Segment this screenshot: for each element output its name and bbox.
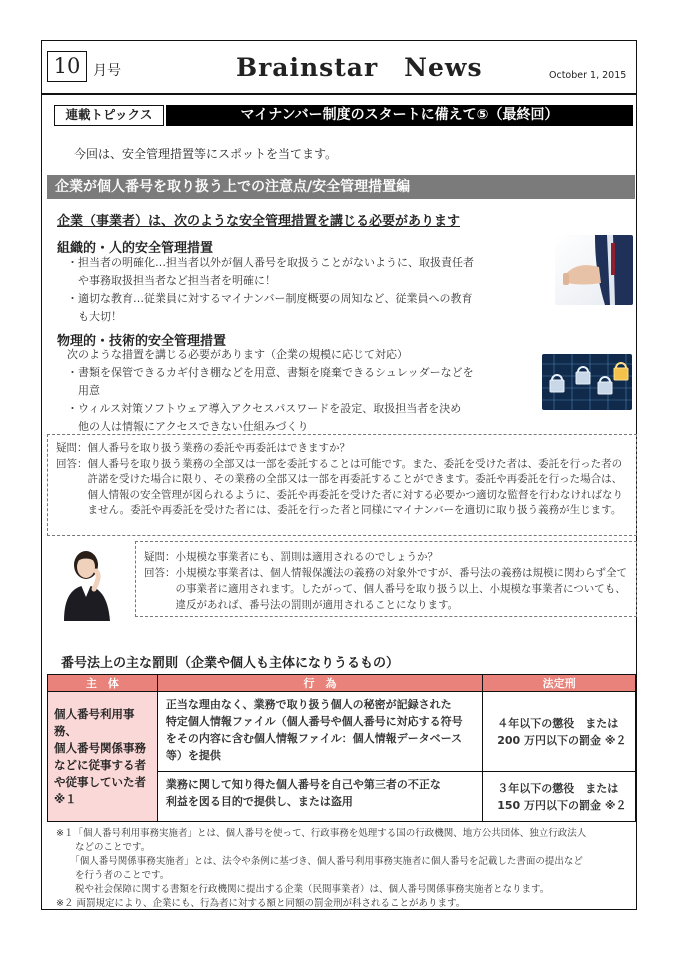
list-line: ・担当者の明確化…担当者以外が個人番号を取扱うことがないように、取扱責任者 [67, 256, 474, 269]
penalties-table [47, 674, 636, 822]
act-cell [157, 772, 482, 822]
answer-row [144, 565, 628, 613]
footnote-line: 税や社会保障に関する書類を行政機関に提出する企業（民間事業者）は、個人番号関係事務実施者となります。 [56, 884, 550, 895]
header-divider [41, 93, 637, 95]
act-line: 特定個人情報ファイル（個人番号や個人番号に対応する符号 [165, 715, 463, 728]
list-line: ・書類を保管できるカギ付き棚などを用意、書類を廃棄できるシュレッダーなどを [67, 366, 474, 379]
list-line: 用意 [67, 384, 100, 397]
penalty-line: ３年以下の懲役 または [497, 781, 619, 795]
footnote-line: を行う者のことです。 [56, 870, 170, 881]
footnote-line: 「個人番号関係事務実施者」とは、法令や条例に基づき、個人番号利用事務実施者に個人番号を記載した書面の提出など [56, 856, 583, 867]
penalty-line: 150 万円以下の罰金 ※２ [497, 798, 627, 812]
penalty-cell [483, 692, 636, 772]
stop-hand-photo [555, 235, 633, 305]
footnote-line: ※２ 両罰規定により、企業にも、行為者に対する額と同額の罰金刑が科されることがあります。 [56, 898, 466, 909]
list-line: や事務取扱担当者など担当者を明確に！ [67, 274, 276, 287]
question-text: 小規模な事業者にも、罰則は適用されるのでしょうか？ [175, 551, 438, 563]
question-text: 個人番号を取り扱う業務の委託や再委託はできますか？ [87, 442, 350, 454]
answer-row [56, 457, 628, 519]
subject-line: 個人番号利用事務、 [54, 706, 135, 738]
column-header-act: 行 為 [157, 675, 482, 692]
newsletter-title: Brainstar News [236, 53, 483, 82]
penalties-title: 番号法上の主な罰則（企業や個人も主体になりうるもの） [61, 656, 400, 671]
footnote-line: などのことです。 [56, 842, 151, 853]
org-measures-heading: 組織的・人的安全管理措置 [57, 241, 214, 256]
answer-label: 回答： [144, 567, 176, 579]
table-row [48, 692, 636, 772]
answer-label: 回答： [56, 457, 88, 470]
penalty-line: 200 万円以下の罰金 ※２ [497, 733, 627, 747]
issue-number: 10 [47, 51, 87, 82]
act-line: をその内容に含む個人情報ファイル：個人情報データベース [165, 732, 463, 745]
subject-line: 個人番号関係事務 [54, 740, 146, 755]
org-measures-list [67, 254, 474, 326]
table-header-row [48, 675, 636, 692]
list-line: も大切！ [67, 310, 122, 323]
footnote-line: ※１「個人番号利用事務実施者」とは、個人番号を使って、行政事務を処理する国の行政機関、地方公共団体、独立行政法人 [56, 828, 587, 839]
question-row [56, 441, 628, 457]
answer-text: 小規模な事業者は、個人情報保護法の義務の対象外ですが、番号法の義務は規模に関わらず全ての事業者に適用されます。したがって、個人番号を取り扱う以上、小規模な事業者についても、違反があれば、番号法の罰則が適用されることになります。 [175, 567, 627, 611]
column-header-penalty: 法定刑 [483, 675, 636, 692]
act-line: 等）を提供 [165, 749, 221, 762]
answer-text: 個人番号を取り扱う業務の全部又は一部を委託することは可能です。また、委託を受けた者は、委託を行った者の許諾を受けた場合に限り、その業務の全部又は一部を再委託することができます。委託や再委託を行った場合は、個人情報の安全管理が図られるように、委託や再委託を受けた者に対する必要かつ適切な監督を行わなければなりません。委託や再委託を受けた者には、委託を行った者と同様にマイナンバーを適切に取り扱う義務が生じます。 [87, 457, 623, 516]
subject-cell [48, 692, 158, 822]
section-title: 企業が個人番号を取り扱う上での注意点/安全管理措置編 [47, 175, 635, 199]
act-line: 正当な理由なく、業務で取り扱う個人の秘密が記録された [165, 698, 452, 711]
column-header-subject: 主 体 [48, 675, 158, 692]
question-label: 疑問： [56, 442, 88, 454]
phys-measures-list [67, 346, 474, 436]
act-line: 業務に関して知り得た個人番号を自己や第三者の不正な [165, 778, 441, 791]
list-line: ・ウィルス対策ソフトウェア導入アクセスパスワードを設定、取扱担当者を決め [67, 402, 462, 415]
intro-text: 今回は、安全管理措置等にスポットを当てます。 [74, 147, 338, 161]
act-cell [157, 692, 482, 772]
qa-box-small-business [135, 541, 637, 617]
question-label: 疑問： [144, 551, 176, 563]
penalty-cell [483, 772, 636, 822]
subheading: 企業（事業者）は、次のような安全管理措置を講じる必要があります [57, 214, 461, 229]
act-line: 利益を図る目的で提供し、または盗用 [165, 795, 353, 808]
list-line: 他の人は情報にアクセスできない仕組みづくり [67, 420, 309, 433]
series-label: 連載トピックス [54, 105, 164, 126]
penalty-line: ４年以下の懲役 または [497, 716, 619, 730]
subject-line: や従事していた者 [54, 774, 146, 789]
issue-date: October 1, 2015 [549, 70, 627, 81]
phys-measures-heading: 物理的・技術的安全管理措置 [57, 334, 227, 349]
list-line: 次のような措置を講じる必要があります（企業の規模に応じて対応） [67, 348, 408, 361]
subject-line: ※１ [54, 791, 77, 806]
subject-line: などに従事する者 [54, 757, 146, 772]
list-line: ・適切な教育…従業員に対するマイナンバー制度概要の周知など、従業員への教育 [67, 292, 473, 305]
businesswoman-photo [58, 545, 116, 621]
footnotes [56, 827, 632, 911]
qa-box-outsourcing [47, 434, 637, 536]
issue-unit: 月号 [93, 63, 121, 79]
padlock-photo [542, 354, 632, 410]
series-title: マイナンバー制度のスタートに備えて⑤（最終回） [166, 105, 633, 126]
question-row [144, 549, 628, 565]
